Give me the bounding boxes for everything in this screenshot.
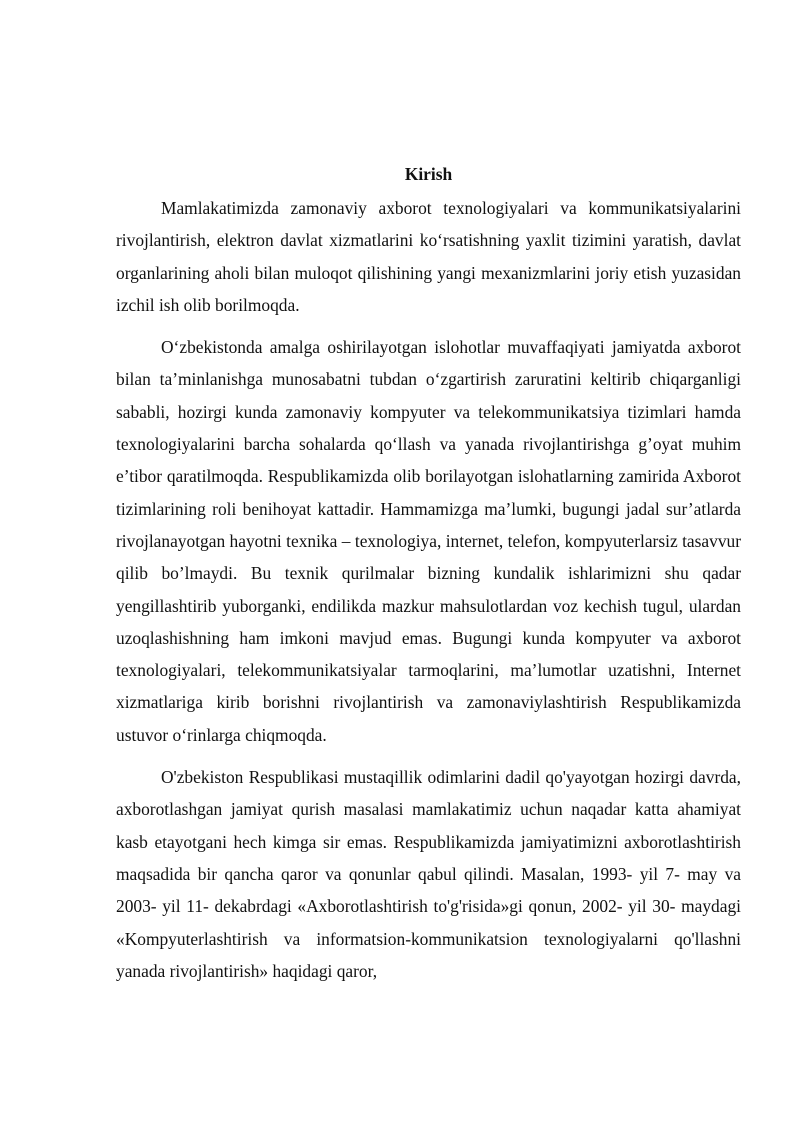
section-title: Kirish [404, 164, 453, 184]
document-body [116, 158, 741, 987]
paragraph-2: O‘zbekistonda amalga oshirilayotgan islohotlar muvaffaqiyati jamiyatda axborot bilan ta’minlanishga munosabatni tubdan o‘zgartirish zaruratini keltirib chiqarganligi sababli, hozirgi kunda zamonaviy kompyuter va telekommunikatsiya tizimlari hamda texnologiyalarini barcha sohalarda qo‘llash va yanada rivojlantirishga g’oyat muhim e’tibor qaratilmoqda. Respublikamizda olib borilayotgan islohatlarning zamirida Axborot tizimlarining roli benihoyat kattadir. Hammamizga ma’lumki, bugungi jadal sur’atlarda rivojlanayotgan hayotni texnika – texnologiya, internet, telefon, kompyuterlarsiz tasavvur qilib bo’lmaydi. Bu texnik qurilmalar bizning kundalik ishlarimizni shu qadar yengillashtirib yuborganki, endilikda mazkur mahsulotlardan voz kechish tugul, ulardan uzoqlashishning ham imkoni mavjud emas. Bugungi kunda kompyuter va axborot texnologiyalari, telekommunikatsiyalar tarmoqlarini, ma’lumotlar uzatishni, Internet xizmatlariga kirib borishni rivojlantirish va zamonaviylashtirish Respublikamizda ustuvor o‘rinlarga chiqmoqda. [116, 337, 741, 745]
paragraph-3: O'zbekiston Respublikasi mustaqillik odimlarini dadil qo'yayotgan hozirgi davrda, axborotlashgan jamiyat qurish masalasi mamlakatimiz uchun naqadar katta ahamiyat kasb etayotgani hech kimga sir emas. Respublikamizda jamiyatimizni axborotlashtirish maqsadida bir qancha qaror va qonunlar qabul qilindi. Masalan, 1993- yil 7- may va 2003- yil 11- dekabrdagi «Axborotlashtirish to'g'risida»gi qonun, 2002- yil 30- maydagi «Kompyuterlashtirish va informatsion-kommunikatsion texnologiyalarni qo'llashni yanada rivojlantirish» haqidagi qaror, [116, 767, 741, 981]
paragraph-1: Mamlakatimizda zamonaviy axborot texnologiyalari va kommunikatsiyalarini rivojlantirish, elektron davlat xizmatlarini ko‘rsatishning yaxlit tizimini yaratish, davlat organlarining aholi bilan muloqot qilishining yangi mexanizmlarini joriy etish yuzasidan izchil ish olib borilmoqda. [116, 198, 741, 315]
